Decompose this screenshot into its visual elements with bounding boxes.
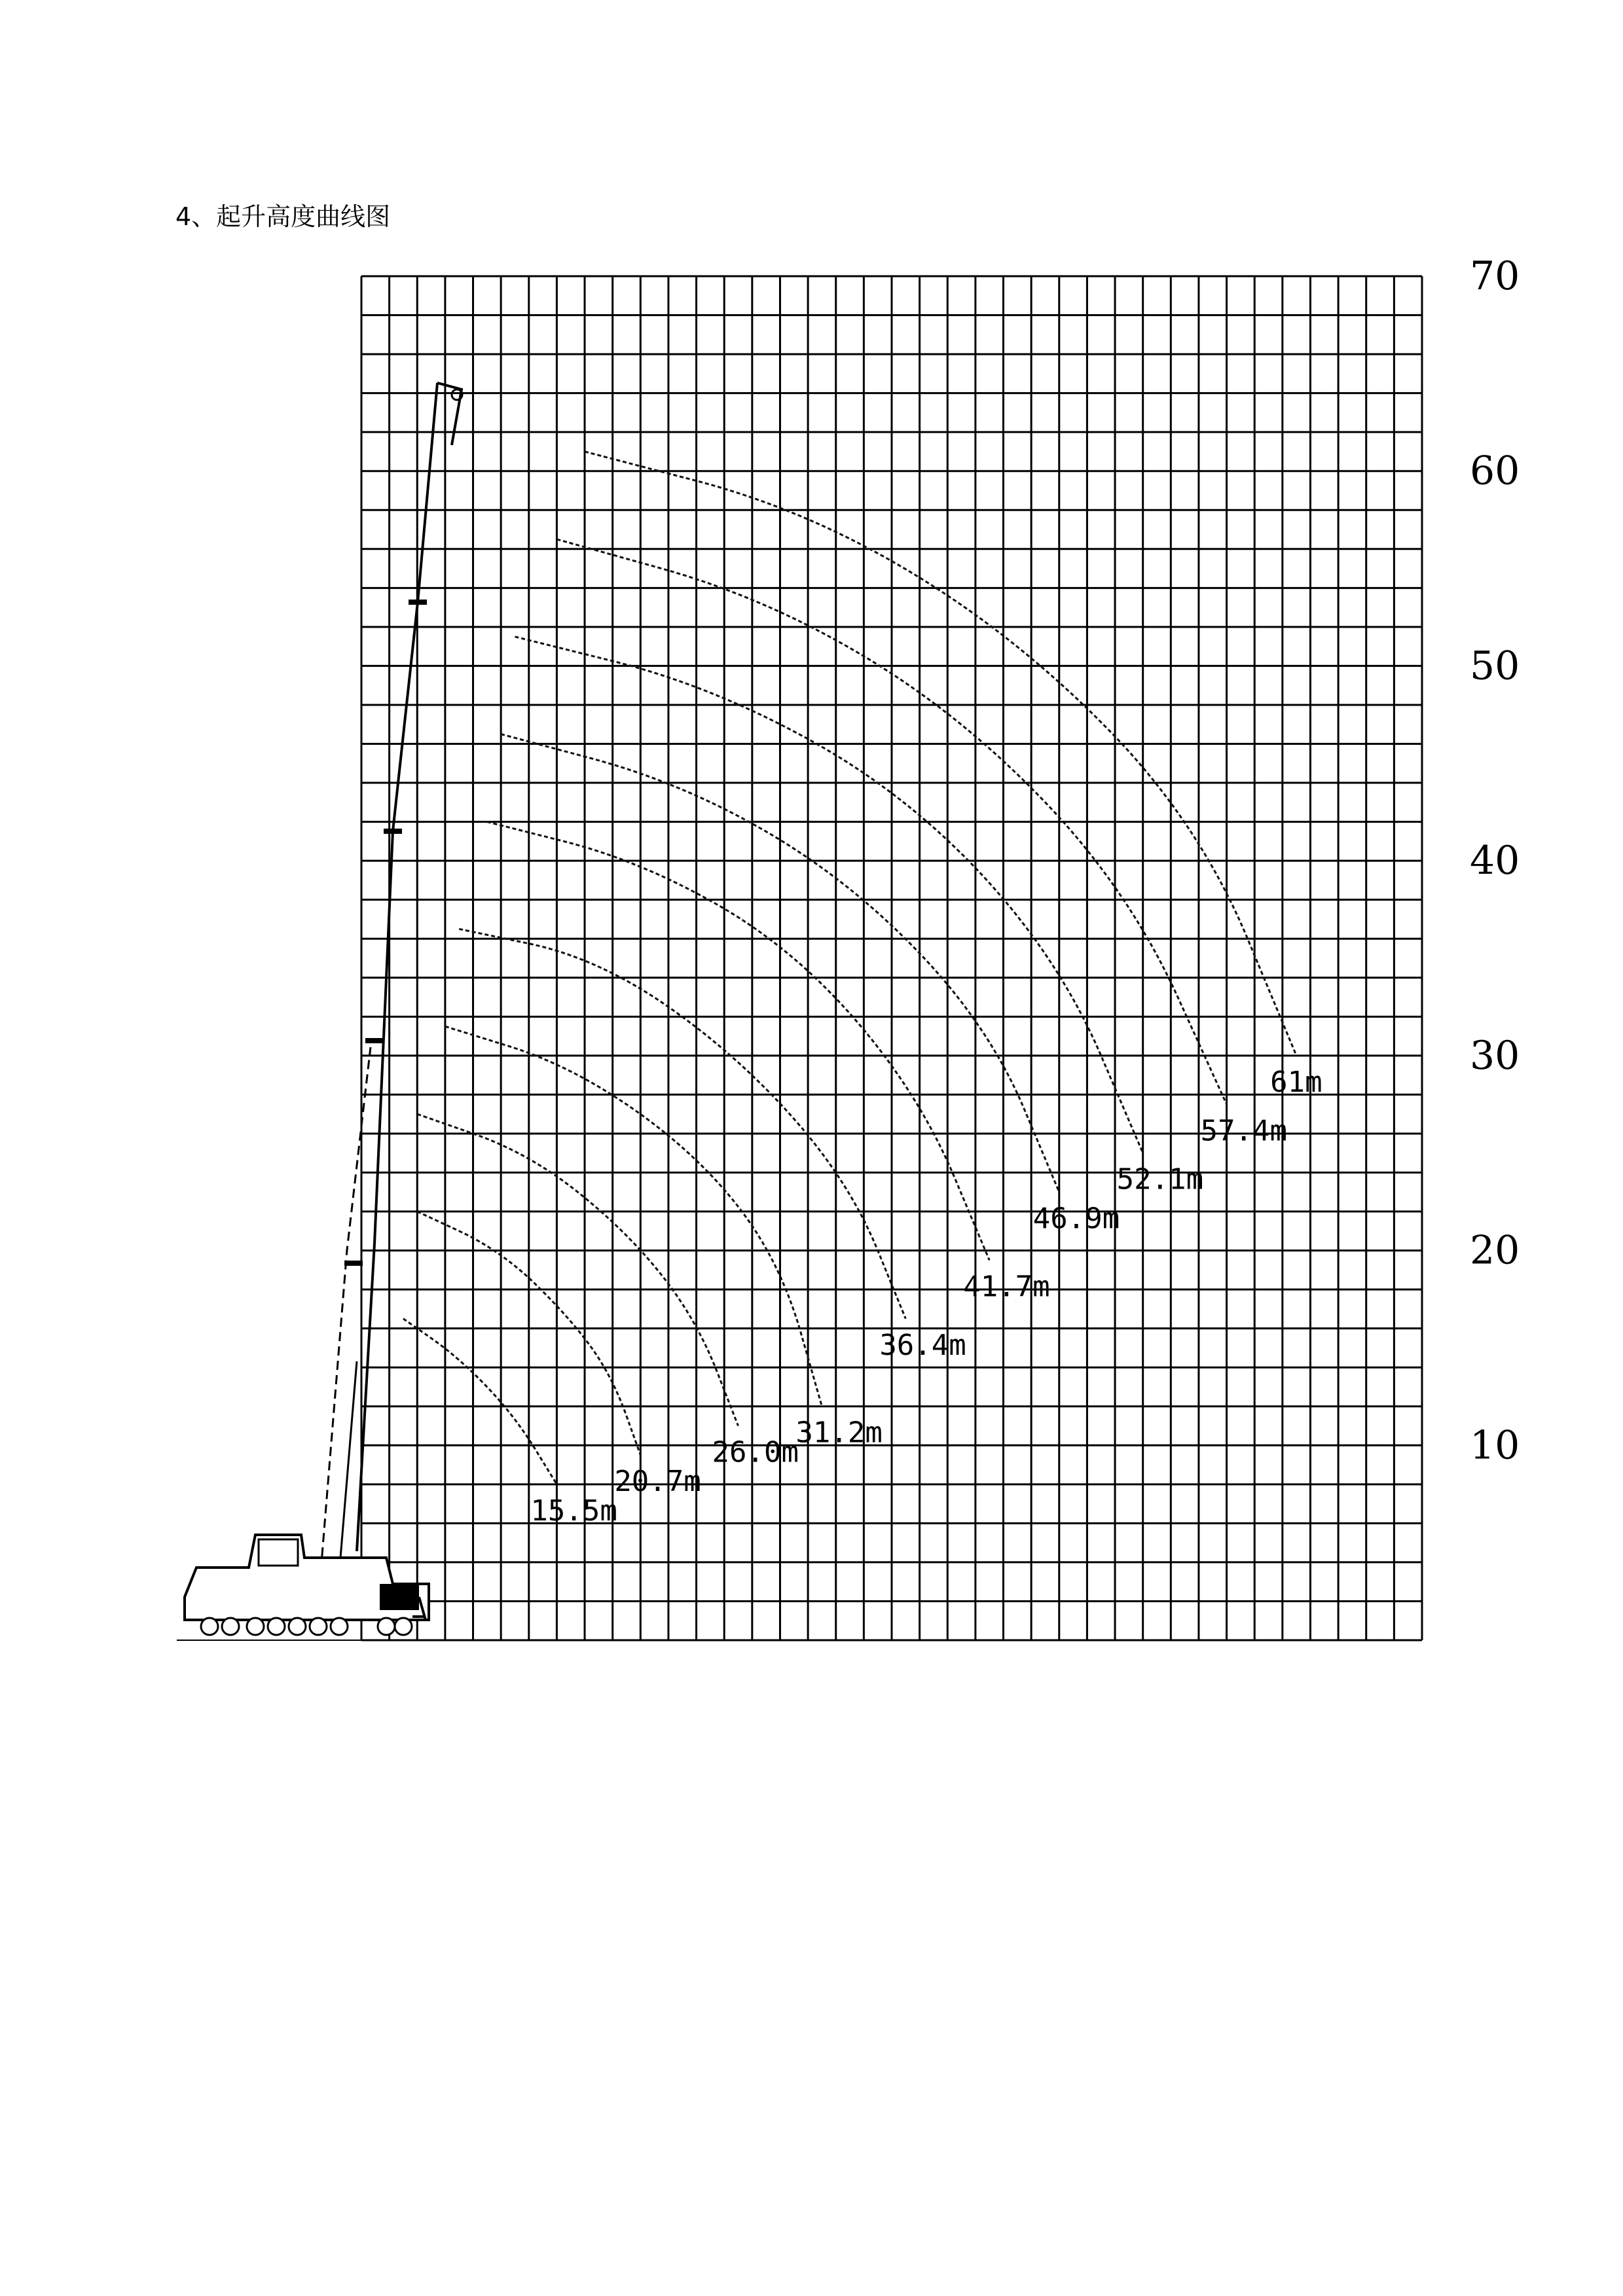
- boom-joint: [384, 829, 402, 834]
- y-tick-label: 20: [1470, 1227, 1520, 1274]
- height-curve: [459, 929, 905, 1318]
- curve-label: 61m: [1270, 1065, 1322, 1099]
- wheel-icon: [289, 1618, 306, 1635]
- height-curve: [417, 1114, 738, 1426]
- wheel-icon: [395, 1618, 412, 1635]
- y-tick-label: 10: [1470, 1422, 1520, 1469]
- wheel-icon: [222, 1618, 239, 1635]
- height-curve: [585, 452, 1296, 1056]
- curve-label: 20.7m: [614, 1465, 701, 1499]
- curve-label: 52.1m: [1116, 1162, 1204, 1196]
- boom-joint: [365, 1038, 384, 1043]
- y-tick-label: 50: [1470, 643, 1520, 689]
- height-curve: [403, 1319, 556, 1484]
- wheel-icon: [310, 1618, 327, 1635]
- wheel-icon: [378, 1618, 395, 1635]
- wheel-icon: [201, 1618, 218, 1635]
- y-tick-label: 60: [1470, 448, 1520, 494]
- wheel-icon: [268, 1618, 285, 1635]
- y-axis-ticks: [1470, 253, 1520, 1468]
- boom-joint: [344, 1261, 363, 1266]
- crane-cab: [259, 1539, 298, 1566]
- height-curve: [487, 822, 989, 1261]
- wheel-icon: [247, 1618, 264, 1635]
- curve-label: 26.0m: [712, 1435, 799, 1469]
- crane-counterweight: [380, 1584, 419, 1610]
- curve-labels: [530, 1066, 1322, 1528]
- crane-illustration: [177, 383, 462, 1640]
- curve-label: 36.4m: [879, 1328, 966, 1362]
- y-tick-label: 70: [1470, 253, 1520, 299]
- curve-label: 15.5m: [530, 1494, 617, 1528]
- boom-joint: [409, 600, 427, 605]
- wheel-icon: [331, 1618, 348, 1635]
- chart-grid: [361, 276, 1422, 1640]
- curve-label: 46.9m: [1032, 1202, 1120, 1236]
- y-tick-label: 40: [1470, 838, 1520, 884]
- crane-mast: [340, 1361, 357, 1558]
- page-heading: 4、起升高度曲线图: [175, 202, 391, 231]
- curve-label: 57.4m: [1200, 1114, 1288, 1148]
- curve-label: 31.2m: [795, 1416, 883, 1450]
- curve-label: 41.7m: [963, 1270, 1050, 1304]
- crane-boom: [357, 383, 437, 1551]
- height-curve: [515, 637, 1142, 1153]
- y-tick-label: 30: [1470, 1032, 1520, 1079]
